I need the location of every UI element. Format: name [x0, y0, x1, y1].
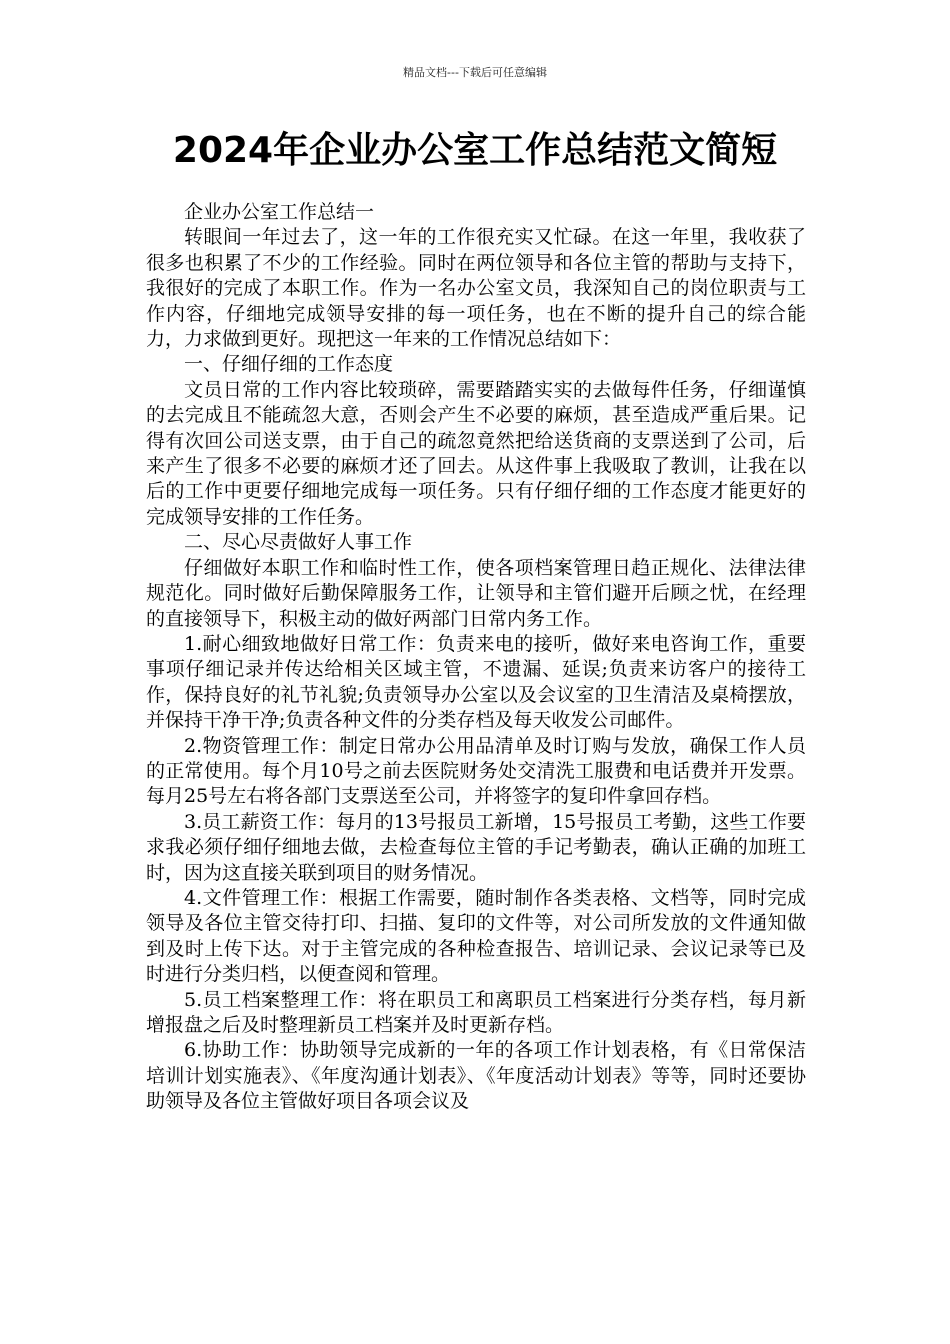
- list-item-assistance: 6.协助工作：协助领导完成新的一年的各项工作计划表格，有《日常保洁培训计划实施表》、《年度沟通计划表》、《年度活动计划表》等等，同时还要协助领导及各位主管做好项目各项会议及: [146, 1039, 806, 1113]
- list-item-supplies: 2.物资管理工作：制定日常办公用品清单及时订购与发放，确保工作人员的正常使用。每个月10号之前去医院财务处交清洗工服费和电话费并开发票。每月25号左右将各部门支票送至公司，并将签字的复印件拿回存档。: [146, 734, 806, 808]
- section-heading-attitude: 一、仔细仔细的工作态度: [184, 353, 394, 376]
- section-heading-personnel: 二、尽心尽责做好人事工作: [184, 531, 413, 554]
- list-item-daily-work: 1.耐心细致地做好日常工作：负责来电的接听，做好来电咨询工作，重要事项仔细记录并传达给相关区域主管，不遗漏、延误;负责来访客户的接待工作，保持良好的礼节礼貌;负责领导办公室以及会议室的卫生清洁及桌椅摆放，并保持干净干净;负责各种文件的分类存档及每天收发公司邮件。: [146, 632, 806, 732]
- section-heading-summary-one: 企业办公室工作总结一: [184, 201, 375, 223]
- paragraph-personnel: 仔细做好本职工作和临时性工作，使各项档案管理日趋正规化、法律法律规范化。同时做好后勤保障服务工作，让领导和主管们避开后顾之忧，在经理的直接领导下，积极主动的做好两部门日常内务工作。: [146, 556, 806, 630]
- document-body: [146, 200, 806, 1115]
- paragraph-attitude: 文员日常的工作内容比较琐碎，需要踏踏实实的去做每件任务，仔细谨慎的去完成且不能疏忽大意，否则会产生不必要的麻烦，甚至造成严重后果。记得有次回公司送支票，由于自己的疏忽竟然把给送货商的支票送到了公司，后来产生了很多不必要的麻烦才还了回去。从这件事上我吸取了教训，让我在以后的工作中更要仔细地完成每一项任务。只有仔细仔细的工作态度才能更好的完成领导安排的工作任务。: [146, 378, 806, 528]
- list-item-documents: 4.文件管理工作：根据工作需要，随时制作各类表格、文档等，同时完成领导及各位主管交待打印、扫描、复印的文件等，对公司所发放的文件通知做到及时上传下达。对于主管完成的各种检查报告、培训记录、会议记录等已及时进行分类归档，以便查阅和管理。: [146, 886, 806, 986]
- list-item-payroll: 3.员工薪资工作：每月的13号报员工新增，15号报员工考勤，这些工作要求我必须仔细仔细地去做，去检查每位主管的手记考勤表，确认正确的加班工时，因为这直接关联到项目的财务情况。: [146, 810, 806, 884]
- paragraph-intro: 转眼间一年过去了，这一年的工作很充实又忙碌。在这一年里，我收获了很多也积累了不少的工作经验。同时在两位领导和各位主管的帮助与支持下，我很好的完成了本职工作。作为一名办公室文员，我深知自己的岗位职责与工作内容，仔细地完成领导安排的每一项任务，也在不断的提升自己的综合能力，力求做到更好。现把这一年来的工作情况总结如下：: [146, 226, 806, 351]
- list-item-employee-files: 5.员工档案整理工作：将在职员工和离职员工档案进行分类存档，每月新增报盘之后及时整理新员工档案并及时更新存档。: [146, 988, 806, 1036]
- document-title: 2024年企业办公室工作总结范文简短: [172, 130, 778, 171]
- page-header-watermark: 精品文档---下载后可任意编辑: [403, 66, 547, 79]
